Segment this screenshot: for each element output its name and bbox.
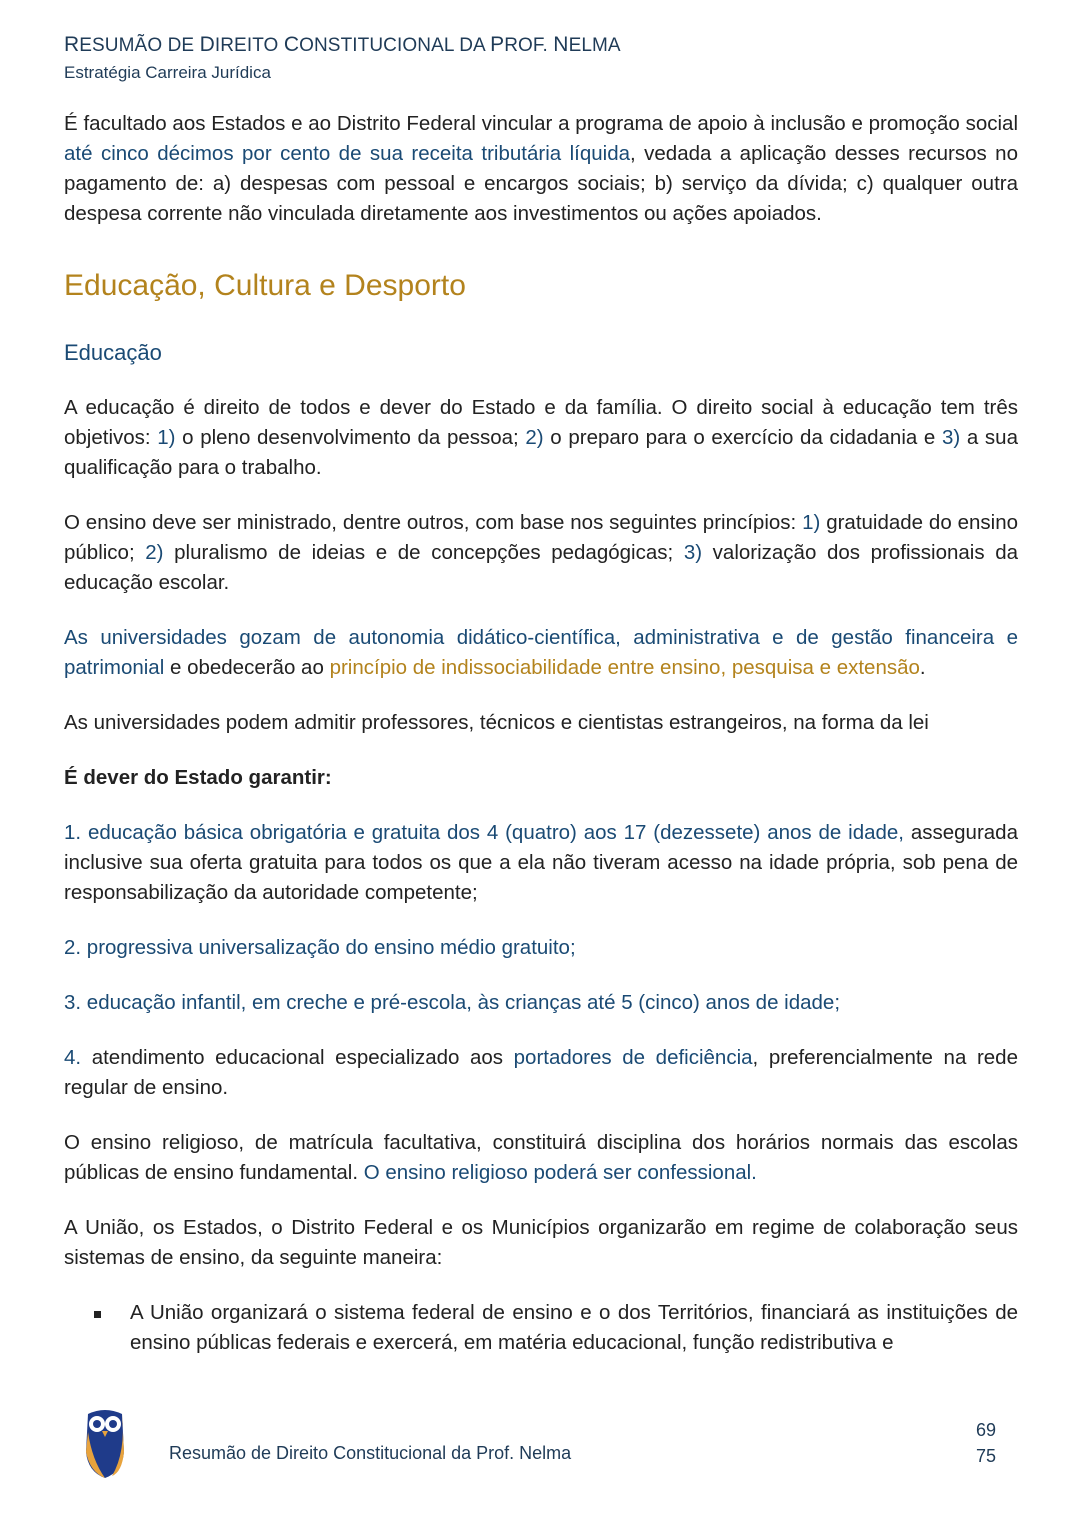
list-item-special-education: 4. atendimento educacional especializado aos portadores de deficiência, preferencialmente na rede regular de ensino. bbox=[64, 1046, 1018, 1099]
paragraph-teaching-principles: O ensino deve ser ministrado, dentre outros, com base nos seguintes princípios: 1) gratuidade do ensino público; 2) pluralismo de ideias e de concepções pedagógicas; 3) valorização dos profissionais da educação escolar. bbox=[64, 511, 1019, 594]
owl-logo-icon bbox=[82, 1402, 128, 1480]
paragraph-foreign-professors: As universidades podem admitir professores, técnicos e cientistas estrangeiros, na forma da lei bbox=[64, 711, 929, 734]
list-item-basic-education: 1. educação básica obrigatória e gratuita dos 4 (quatro) aos 17 (dezessete) anos de idade, assegurada inclusive sua oferta gratuita para todos os que a ela não tiveram acesso na idade própria, sob pena de responsabilização da autoridade competente; bbox=[64, 821, 1018, 904]
paragraph-education-right: A educação é direito de todos e dever do Estado e da família. O direito social à educação tem três objetivos: 1) o pleno desenvolvimento da pessoa; 2) o preparo para o exercício da cidadania e 3) a sua qualificação para o trabalho. bbox=[64, 396, 1018, 479]
list-item-early-education: 3. educação infantil, em creche e pré-escola, às crianças até 5 (cinco) anos de idade; bbox=[64, 991, 841, 1014]
page-number bbox=[976, 1417, 996, 1469]
footer-title: Resumão de Direito Constitucional da Prof. Nelma bbox=[169, 1443, 572, 1463]
current-page: 69 bbox=[975, 1420, 996, 1440]
header-title: RESUMÃO DE DIREITO CONSTITUCIONAL DA PROF. NELMA bbox=[64, 33, 621, 56]
bullet-item-union: A União organizará o sistema federal de ensino e o dos Territórios, financiará as instituições de ensino públicas federais e exercerá, em matéria educacional, função redistributiva e bbox=[64, 1298, 1018, 1358]
header-subtitle: Estratégia Carreira Jurídica bbox=[64, 63, 271, 82]
square-bullet-icon bbox=[94, 1311, 101, 1318]
page-body bbox=[64, 109, 1018, 1358]
running-header bbox=[64, 33, 621, 83]
paragraph-collaboration: A União, os Estados, o Distrito Federal e os Municípios organizarão em regime de colaboração seus sistemas de ensino, da seguinte maneira: bbox=[64, 1216, 1018, 1269]
paragraph-state-duty: É dever do Estado garantir: bbox=[64, 766, 332, 789]
total-pages: 75 bbox=[975, 1446, 996, 1466]
paragraph-university-autonomy: As universidades gozam de autonomia didático-científica, administrativa e de gestão financeira e patrimonial e obedecerão ao princípio de indissociabilidade entre ensino, pesquisa e extensão. bbox=[64, 626, 1018, 679]
paragraph-religious-teaching: O ensino religioso, de matrícula facultativa, constituirá disciplina dos horários normais das escolas públicas de ensino fundamental. O ensino religioso poderá ser confessional. bbox=[64, 1131, 1018, 1184]
paragraph-inclusion-program: É facultado aos Estados e ao Distrito Federal vincular a programa de apoio à inclusão e promoção social até cinco décimos por cento de sua receita tributária líquida, vedada a aplicação desses recursos no pagamento de: a) despesas com pessoal e encargos sociais; b) serviço da dívida; c) qualquer outra despesa corrente não vinculada diretamente aos investimentos ou ações apoiados. bbox=[64, 112, 1018, 225]
list-item-secondary-education: 2. progressiva universalização do ensino médio gratuito; bbox=[64, 936, 576, 959]
section-title: Educação, Cultura e Desporto bbox=[64, 269, 466, 302]
subsection-title: Educação bbox=[64, 340, 162, 365]
